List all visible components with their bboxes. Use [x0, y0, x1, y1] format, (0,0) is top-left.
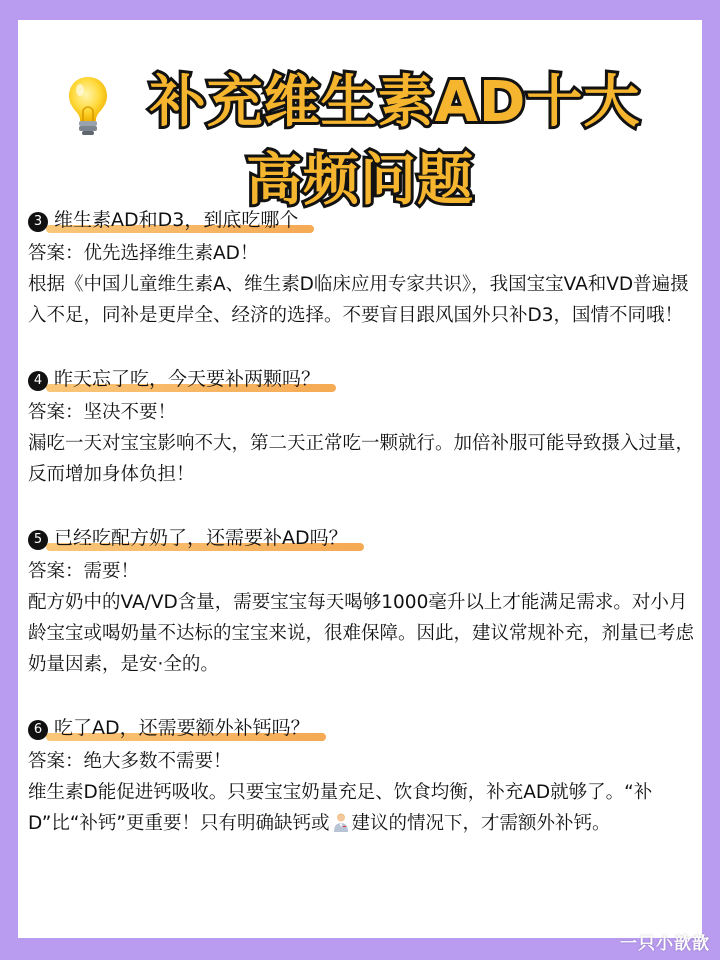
answer-text: 答案：坚决不要！	[28, 402, 177, 423]
body-text: 漏吃一天对宝宝影响不大，第二天正常吃一颗就行。加倍补服可能导致摄入过量，反而增加身体负担！	[28, 433, 695, 485]
number-badge: 6	[28, 720, 48, 740]
title-line-1: 补充维生素AD十大	[149, 70, 641, 135]
number-badge: 4	[28, 371, 48, 391]
qa-list	[28, 206, 698, 873]
body-text-after: 建议的情况下，才需额外补钙。	[351, 813, 611, 834]
health-worker-icon	[332, 812, 350, 832]
qa-section	[28, 524, 698, 680]
question-heading	[28, 524, 354, 552]
question-text: 维生素AD和D3，到底吃哪个	[54, 209, 299, 231]
answer-text: 答案：优先选择维生素AD！	[28, 243, 259, 264]
number-badge: 3	[28, 212, 48, 232]
question-text: 已经吃配方奶了，还需要补AD吗？	[54, 527, 348, 549]
question-text: 吃了AD，还需要额外补钙吗？	[54, 717, 310, 739]
body-text-before: 维生素D能促进钙吸收。只要宝宝奶量充足、饮食均衡，补充AD就够了。“补D”比“补钙”更重要！只有明确缺钙或	[28, 782, 653, 834]
body-text	[28, 777, 698, 839]
qa-section	[28, 714, 698, 839]
qa-section	[28, 206, 698, 331]
question-heading	[28, 206, 304, 234]
answer-text: 答案：绝大多数不需要！	[28, 751, 232, 772]
question-heading	[28, 714, 316, 742]
title-block	[18, 48, 702, 218]
body-text: 根据《中国儿童维生素A、维生素D临床应用专家共识》，我国宝宝VA和VD普遍摄入不足，同补是更岸全、经济的选择。不要盲目跟风国外只补D3，国情不同哦！	[28, 274, 689, 326]
question-heading	[28, 365, 326, 393]
answer-text: 答案：需要！	[28, 561, 140, 582]
number-badge: 5	[28, 530, 48, 550]
question-text: 昨天忘了吃，今天要补两颗吗？	[54, 368, 321, 390]
body-text: 配方奶中的VA/VD含量，需要宝宝每天喝够1000毫升以上才能满足需求。对小月龄宝宝或喝奶量不达标的宝宝来说，很难保障。因此，建议常规补充，剂量已考虑奶量因素，是安·全的。	[28, 592, 695, 675]
title-line-2: 高频问题	[246, 148, 474, 213]
content-card	[18, 20, 702, 938]
watermark: 一只小歆歆	[620, 934, 710, 954]
qa-section	[28, 365, 698, 490]
